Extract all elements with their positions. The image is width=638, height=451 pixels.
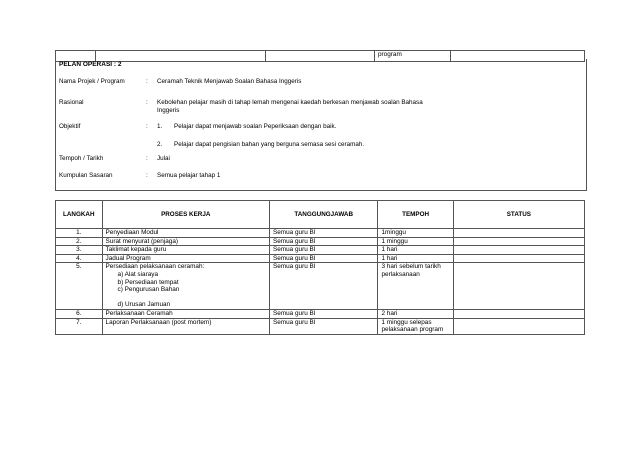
- objective-text: Pelajar dapat menjawab soalan Peperiksaan dengan baik.: [174, 123, 337, 130]
- header-process: PROSES KERJA: [102, 201, 269, 229]
- table-row: [56, 254, 585, 263]
- period-cell: 1minggu: [378, 229, 453, 238]
- objective-text: Pelajar dapat pengisian bahan yang berguna semasa sesi ceramah.: [174, 141, 365, 148]
- responsibility-cell: Semua guru BI: [269, 263, 378, 310]
- process-cell: Surat menyurat (penjaga): [102, 237, 269, 246]
- process-cell: Laporan Perlaksanaan (post mortem): [102, 318, 269, 334]
- process-subitem: c) Pengurusan Bahan: [117, 286, 180, 294]
- status-cell: [453, 318, 584, 334]
- period-cell: 2 hari: [378, 309, 453, 318]
- responsibility-cell: Semua guru BI: [269, 229, 378, 238]
- table-row: [56, 309, 585, 318]
- colon: :: [146, 155, 148, 162]
- status-cell: [453, 263, 584, 310]
- header-period: TEMPOH: [378, 201, 453, 229]
- table-row: [56, 237, 585, 246]
- status-cell: [453, 309, 584, 318]
- table-row: [56, 263, 585, 310]
- status-cell: [453, 229, 584, 238]
- process-cell: Jadual Program: [102, 254, 269, 263]
- header-responsibility: TANGGUNGJAWAB: [269, 201, 378, 229]
- responsibility-cell: Semua guru BI: [269, 254, 378, 263]
- colon: :: [146, 172, 148, 179]
- responsibility-cell: Semua guru BI: [269, 246, 378, 255]
- step-cell: 4.: [56, 254, 103, 263]
- responsibility-cell: Semua guru BI: [269, 318, 378, 334]
- objective-label: Objektif: [59, 123, 81, 130]
- process-cell: Taklimat kepada guru: [102, 246, 269, 255]
- strip-cell: program: [375, 51, 451, 62]
- work-process-table: [55, 200, 585, 335]
- project-name-label: Nama Projek / Program: [59, 78, 125, 85]
- process-cell: [102, 263, 269, 310]
- status-cell: [453, 246, 584, 255]
- responsibility-cell: Semua guru BI: [269, 309, 378, 318]
- target-group-value: Semua pelajar tahap 1: [157, 172, 221, 179]
- colon: :: [146, 123, 148, 130]
- period-cell: 1 minggu: [378, 237, 453, 246]
- period-cell: 1 minggu selepas pelaksanaan program: [378, 318, 453, 334]
- step-cell: 3.: [56, 246, 103, 255]
- header-status: STATUS: [453, 201, 584, 229]
- plan-title: PELAN OPERASI : 2: [59, 61, 122, 68]
- table-row: [56, 229, 585, 238]
- status-cell: [453, 254, 584, 263]
- step-cell: 5.: [56, 263, 103, 310]
- process-cell: Penyediaan Modul: [102, 229, 269, 238]
- step-cell: 7.: [56, 318, 103, 334]
- plan-info-block: [55, 59, 587, 191]
- process-subitem-spacer: [106, 294, 266, 302]
- process-subitem: b) Persediaan tempat: [117, 278, 179, 286]
- process-subitem: d) Urusan Jamuan: [117, 301, 171, 309]
- target-group-label: Kumpulan Sasaran: [59, 172, 113, 179]
- process-text: Persediaan pelaksanaan ceramah:: [105, 263, 205, 271]
- status-cell: [453, 237, 584, 246]
- rationale-label: Rasional: [59, 99, 84, 106]
- period-cell: 1 hari: [378, 254, 453, 263]
- step-cell: 6.: [56, 309, 103, 318]
- header-step: LANGKAH: [56, 201, 103, 229]
- step-cell: 2.: [56, 237, 103, 246]
- period-value: Julai: [157, 155, 170, 162]
- project-name-value: Ceramah Teknik Menjawab Soalan Bahasa Inggeris: [157, 78, 302, 85]
- objective-number: 2.: [157, 141, 163, 148]
- period-cell: 1 hari: [378, 246, 453, 255]
- process-cell: Perlaksanaan Ceramah: [102, 309, 269, 318]
- colon: :: [146, 99, 148, 106]
- period-cell: 3 hari sebelum tarikh perlaksanaan: [378, 263, 453, 310]
- table-row: [56, 246, 585, 255]
- colon: :: [146, 78, 148, 85]
- period-label: Tempoh / Tarikh: [59, 155, 104, 162]
- process-subitem: a) Alat siaraya: [117, 270, 159, 278]
- objective-number: 1.: [157, 123, 163, 130]
- step-cell: 1.: [56, 229, 103, 238]
- responsibility-cell: Semua guru BI: [269, 237, 378, 246]
- rationale-value: Kebolehan pelajar masih di tahap lemah mengenai kaedah berkesan menjawab soalan Bahasa Inggeris: [157, 99, 423, 114]
- table-row: [56, 318, 585, 334]
